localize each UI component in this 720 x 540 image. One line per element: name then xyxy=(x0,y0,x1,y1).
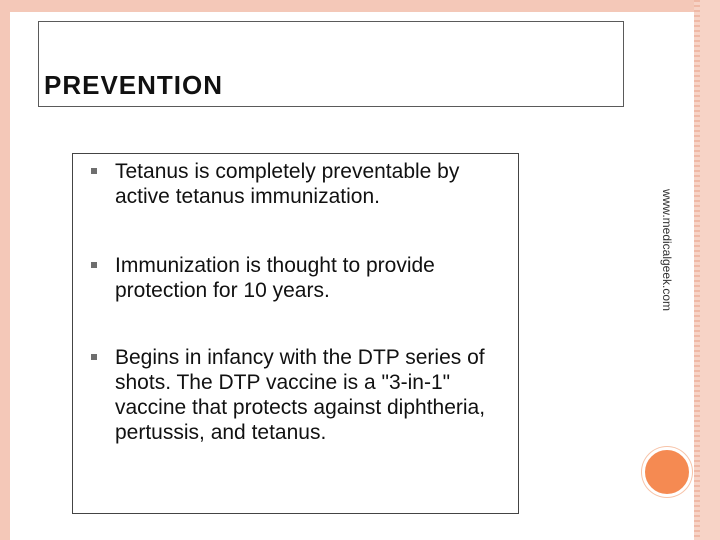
bullet-item xyxy=(115,159,515,209)
slide-title: PREVENTION xyxy=(44,70,224,100)
left-decorative-border xyxy=(0,0,10,540)
bullet-text: Tetanus is completely preventable by active tetanus immunization. xyxy=(115,160,460,208)
bullet-text: Begins in infancy with the DTP series of shots. The DTP vaccine is a "3-in-1" vaccine that protects against diphtheria, pertussis, and tetanus. xyxy=(115,346,486,444)
square-bullet-icon xyxy=(91,262,97,268)
top-decorative-border xyxy=(0,0,720,12)
watermark-text: www.medicalgeek.com xyxy=(660,188,674,312)
square-bullet-icon xyxy=(91,354,97,360)
bullet-item xyxy=(115,345,515,445)
orange-circle-icon xyxy=(642,447,692,497)
bullet-text: Immunization is thought to provide protection for 10 years. xyxy=(115,254,435,302)
square-bullet-icon xyxy=(91,168,97,174)
bullet-item xyxy=(115,253,515,303)
right-decorative-border xyxy=(694,0,720,540)
